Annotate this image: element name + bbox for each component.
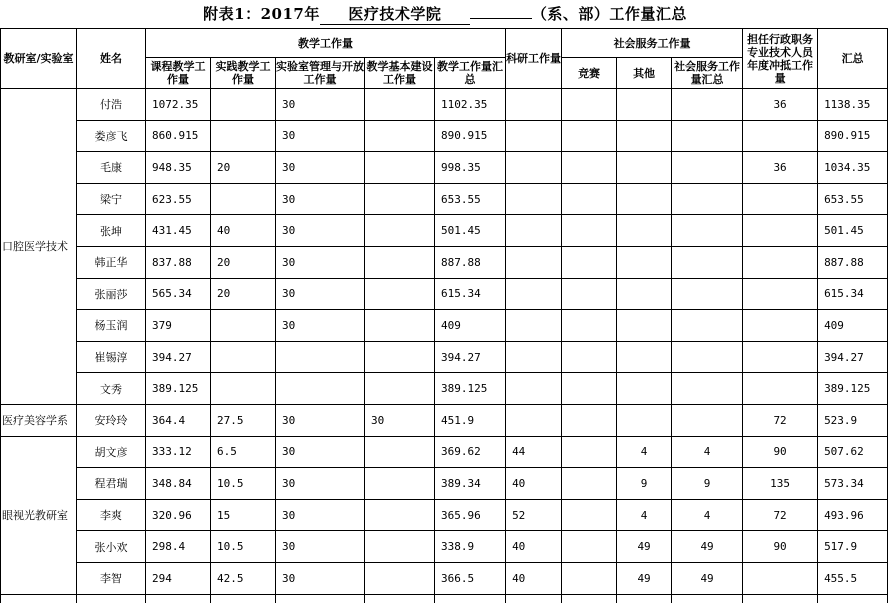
research-cell bbox=[506, 246, 562, 278]
research-cell bbox=[506, 404, 562, 436]
practice-cell: 15 bbox=[211, 499, 276, 531]
competition-cell bbox=[562, 215, 617, 247]
social-sum-cell bbox=[672, 373, 743, 405]
course-cell: 837.88 bbox=[146, 246, 211, 278]
practice-cell: 20 bbox=[211, 246, 276, 278]
header-teach-sum: 教学工作量汇总 bbox=[435, 58, 506, 89]
basic-cell bbox=[365, 341, 435, 373]
practice-cell: 6.5 bbox=[211, 436, 276, 468]
header-teaching-group: 教学工作量 bbox=[146, 29, 506, 58]
research-cell: 40 bbox=[506, 468, 562, 500]
table-row bbox=[1, 278, 888, 310]
name-cell: 杨玉润 bbox=[77, 310, 146, 342]
name-cell: 毛康 bbox=[77, 152, 146, 184]
course-cell: 333.12 bbox=[146, 436, 211, 468]
lab-cell: 30 bbox=[276, 436, 365, 468]
research-cell bbox=[506, 278, 562, 310]
header-course: 课程教学工作量 bbox=[146, 58, 211, 89]
practice-cell bbox=[211, 183, 276, 215]
competition-cell bbox=[562, 436, 617, 468]
total-cell: 455.5 bbox=[818, 562, 888, 594]
basic-cell bbox=[365, 183, 435, 215]
teach-sum-cell: 890.915 bbox=[435, 120, 506, 152]
lab-cell bbox=[276, 373, 365, 405]
other-cell bbox=[617, 89, 672, 121]
other-cell bbox=[617, 278, 672, 310]
social-sum-cell bbox=[672, 310, 743, 342]
lab-cell: 30 bbox=[276, 278, 365, 310]
course-cell: 294 bbox=[146, 562, 211, 594]
empty-cell bbox=[743, 594, 818, 603]
teach-sum-cell: 615.34 bbox=[435, 278, 506, 310]
social-sum-cell bbox=[672, 246, 743, 278]
social-sum-cell bbox=[672, 404, 743, 436]
table-body bbox=[1, 89, 888, 603]
lab-cell: 30 bbox=[276, 215, 365, 247]
name-cell: 文秀 bbox=[77, 373, 146, 405]
table-row bbox=[1, 562, 888, 594]
other-cell: 4 bbox=[617, 436, 672, 468]
social-sum-cell: 4 bbox=[672, 436, 743, 468]
total-cell: 409 bbox=[818, 310, 888, 342]
admin-cell: 72 bbox=[743, 404, 818, 436]
competition-cell bbox=[562, 89, 617, 121]
table-row bbox=[1, 246, 888, 278]
admin-cell bbox=[743, 562, 818, 594]
course-cell: 948.35 bbox=[146, 152, 211, 184]
basic-cell bbox=[365, 499, 435, 531]
research-cell bbox=[506, 310, 562, 342]
header-competition: 竞赛 bbox=[562, 58, 617, 89]
other-cell: 49 bbox=[617, 531, 672, 563]
name-cell: 韩正华 bbox=[77, 246, 146, 278]
name-cell: 崔锡淳 bbox=[77, 341, 146, 373]
workload-table bbox=[0, 28, 888, 603]
header-admin: 担任行政职务专业技术人员年度冲抵工作量 bbox=[743, 29, 818, 89]
name-cell: 李爽 bbox=[77, 499, 146, 531]
social-sum-cell: 49 bbox=[672, 562, 743, 594]
course-cell: 565.34 bbox=[146, 278, 211, 310]
basic-cell bbox=[365, 531, 435, 563]
name-cell: 胡文彦 bbox=[77, 436, 146, 468]
table-row bbox=[1, 183, 888, 215]
empty-cell bbox=[1, 594, 77, 603]
admin-cell: 90 bbox=[743, 436, 818, 468]
total-cell: 507.62 bbox=[818, 436, 888, 468]
practice-cell bbox=[211, 341, 276, 373]
teach-sum-cell: 365.96 bbox=[435, 499, 506, 531]
empty-cell bbox=[562, 594, 617, 603]
name-cell: 张坤 bbox=[77, 215, 146, 247]
admin-cell bbox=[743, 373, 818, 405]
practice-cell: 10.5 bbox=[211, 468, 276, 500]
lab-cell: 30 bbox=[276, 310, 365, 342]
practice-cell bbox=[211, 373, 276, 405]
lab-cell: 30 bbox=[276, 120, 365, 152]
total-cell: 615.34 bbox=[818, 278, 888, 310]
name-cell: 梁宁 bbox=[77, 183, 146, 215]
basic-cell bbox=[365, 120, 435, 152]
empty-cell bbox=[211, 594, 276, 603]
social-sum-cell bbox=[672, 215, 743, 247]
other-cell bbox=[617, 373, 672, 405]
lab-cell bbox=[276, 341, 365, 373]
competition-cell bbox=[562, 562, 617, 594]
empty-cell bbox=[365, 594, 435, 603]
table-row bbox=[1, 468, 888, 500]
basic-cell bbox=[365, 89, 435, 121]
competition-cell bbox=[562, 341, 617, 373]
title-prefix: 附表1：2017年 bbox=[203, 5, 320, 23]
table-row bbox=[1, 373, 888, 405]
empty-cell bbox=[617, 594, 672, 603]
admin-cell bbox=[743, 246, 818, 278]
social-sum-cell bbox=[672, 341, 743, 373]
admin-cell: 135 bbox=[743, 468, 818, 500]
research-cell bbox=[506, 152, 562, 184]
total-cell: 517.9 bbox=[818, 531, 888, 563]
header-practice: 实践教学工作量 bbox=[211, 58, 276, 89]
other-cell bbox=[617, 152, 672, 184]
basic-cell bbox=[365, 310, 435, 342]
admin-cell: 72 bbox=[743, 499, 818, 531]
research-cell bbox=[506, 183, 562, 215]
teach-sum-cell: 501.45 bbox=[435, 215, 506, 247]
teach-sum-cell: 653.55 bbox=[435, 183, 506, 215]
practice-cell: 20 bbox=[211, 152, 276, 184]
header-lab: 实验室管理与开放工作量 bbox=[276, 58, 365, 89]
header-other: 其他 bbox=[617, 58, 672, 89]
basic-cell bbox=[365, 468, 435, 500]
competition-cell bbox=[562, 404, 617, 436]
table-row bbox=[1, 89, 888, 121]
other-cell bbox=[617, 404, 672, 436]
total-cell: 1034.35 bbox=[818, 152, 888, 184]
admin-cell bbox=[743, 278, 818, 310]
lab-cell: 30 bbox=[276, 183, 365, 215]
practice-cell: 20 bbox=[211, 278, 276, 310]
header-unit: 教研室/实验室 bbox=[1, 29, 77, 89]
table-row bbox=[1, 499, 888, 531]
course-cell: 298.4 bbox=[146, 531, 211, 563]
basic-cell bbox=[365, 215, 435, 247]
practice-cell: 27.5 bbox=[211, 404, 276, 436]
other-cell bbox=[617, 120, 672, 152]
header-social-sum: 社会服务工作量汇总 bbox=[672, 58, 743, 89]
research-cell: 40 bbox=[506, 531, 562, 563]
competition-cell bbox=[562, 310, 617, 342]
practice-cell bbox=[211, 120, 276, 152]
admin-cell: 36 bbox=[743, 89, 818, 121]
table-row bbox=[1, 404, 888, 436]
total-cell: 887.88 bbox=[818, 246, 888, 278]
other-cell: 49 bbox=[617, 562, 672, 594]
competition-cell bbox=[562, 373, 617, 405]
competition-cell bbox=[562, 278, 617, 310]
basic-cell bbox=[365, 278, 435, 310]
course-cell: 364.4 bbox=[146, 404, 211, 436]
unit-cell: 眼视光教研室 bbox=[1, 436, 77, 594]
teach-sum-cell: 394.27 bbox=[435, 341, 506, 373]
name-cell: 安玲玲 bbox=[77, 404, 146, 436]
header-social-group: 社会服务工作量 bbox=[562, 29, 743, 58]
competition-cell bbox=[562, 499, 617, 531]
other-cell: 9 bbox=[617, 468, 672, 500]
basic-cell bbox=[365, 373, 435, 405]
name-cell: 付浩 bbox=[77, 89, 146, 121]
table-row bbox=[1, 120, 888, 152]
empty-cell bbox=[435, 594, 506, 603]
table-row bbox=[1, 341, 888, 373]
competition-cell bbox=[562, 531, 617, 563]
practice-cell bbox=[211, 310, 276, 342]
table-row bbox=[1, 215, 888, 247]
admin-cell: 90 bbox=[743, 531, 818, 563]
course-cell: 389.125 bbox=[146, 373, 211, 405]
header-name: 姓名 bbox=[77, 29, 146, 89]
basic-cell bbox=[365, 436, 435, 468]
course-cell: 320.96 bbox=[146, 499, 211, 531]
basic-cell bbox=[365, 152, 435, 184]
name-cell: 张小欢 bbox=[77, 531, 146, 563]
admin-cell bbox=[743, 183, 818, 215]
social-sum-cell bbox=[672, 183, 743, 215]
teach-sum-cell: 451.9 bbox=[435, 404, 506, 436]
social-sum-cell: 9 bbox=[672, 468, 743, 500]
competition-cell bbox=[562, 468, 617, 500]
empty-cell bbox=[77, 594, 146, 603]
social-sum-cell bbox=[672, 152, 743, 184]
lab-cell: 30 bbox=[276, 562, 365, 594]
lab-cell: 30 bbox=[276, 468, 365, 500]
teach-sum-cell: 369.62 bbox=[435, 436, 506, 468]
competition-cell bbox=[562, 120, 617, 152]
total-cell: 523.9 bbox=[818, 404, 888, 436]
title-college: 医疗技术学院 bbox=[320, 4, 470, 25]
social-sum-cell bbox=[672, 278, 743, 310]
lab-cell: 30 bbox=[276, 152, 365, 184]
empty-row bbox=[1, 594, 888, 603]
basic-cell bbox=[365, 562, 435, 594]
social-sum-cell bbox=[672, 120, 743, 152]
admin-cell bbox=[743, 341, 818, 373]
header-total: 汇总 bbox=[818, 29, 888, 89]
title-suffix: （系、部）工作量汇总 bbox=[531, 5, 687, 23]
header-research: 科研工作量 bbox=[506, 29, 562, 89]
name-cell: 娄彦飞 bbox=[77, 120, 146, 152]
teach-sum-cell: 338.9 bbox=[435, 531, 506, 563]
empty-cell bbox=[506, 594, 562, 603]
research-cell bbox=[506, 120, 562, 152]
teach-sum-cell: 887.88 bbox=[435, 246, 506, 278]
table-row bbox=[1, 531, 888, 563]
header-basic: 教学基本建设工作量 bbox=[365, 58, 435, 89]
page-title bbox=[0, 0, 890, 28]
practice-cell: 40 bbox=[211, 215, 276, 247]
admin-cell bbox=[743, 120, 818, 152]
lab-cell: 30 bbox=[276, 246, 365, 278]
total-cell: 493.96 bbox=[818, 499, 888, 531]
unit-cell: 医疗美容学系 bbox=[1, 404, 77, 436]
admin-cell bbox=[743, 310, 818, 342]
teach-sum-cell: 389.34 bbox=[435, 468, 506, 500]
research-cell: 44 bbox=[506, 436, 562, 468]
teach-sum-cell: 366.5 bbox=[435, 562, 506, 594]
practice-cell bbox=[211, 89, 276, 121]
social-sum-cell: 4 bbox=[672, 499, 743, 531]
table-row bbox=[1, 152, 888, 184]
competition-cell bbox=[562, 152, 617, 184]
course-cell: 1072.35 bbox=[146, 89, 211, 121]
research-cell bbox=[506, 373, 562, 405]
course-cell: 394.27 bbox=[146, 341, 211, 373]
lab-cell: 30 bbox=[276, 89, 365, 121]
other-cell bbox=[617, 246, 672, 278]
name-cell: 张丽莎 bbox=[77, 278, 146, 310]
competition-cell bbox=[562, 183, 617, 215]
empty-cell bbox=[276, 594, 365, 603]
research-cell bbox=[506, 215, 562, 247]
research-cell: 52 bbox=[506, 499, 562, 531]
lab-cell: 30 bbox=[276, 404, 365, 436]
empty-cell bbox=[146, 594, 211, 603]
table-row bbox=[1, 310, 888, 342]
basic-cell: 30 bbox=[365, 404, 435, 436]
teach-sum-cell: 409 bbox=[435, 310, 506, 342]
other-cell bbox=[617, 341, 672, 373]
lab-cell: 30 bbox=[276, 531, 365, 563]
course-cell: 348.84 bbox=[146, 468, 211, 500]
name-cell: 李智 bbox=[77, 562, 146, 594]
basic-cell bbox=[365, 246, 435, 278]
total-cell: 573.34 bbox=[818, 468, 888, 500]
total-cell: 653.55 bbox=[818, 183, 888, 215]
header-row-1 bbox=[1, 29, 888, 58]
course-cell: 860.915 bbox=[146, 120, 211, 152]
title-blank bbox=[470, 18, 532, 19]
other-cell bbox=[617, 310, 672, 342]
name-cell: 程君瑞 bbox=[77, 468, 146, 500]
practice-cell: 42.5 bbox=[211, 562, 276, 594]
other-cell: 4 bbox=[617, 499, 672, 531]
course-cell: 379 bbox=[146, 310, 211, 342]
other-cell bbox=[617, 215, 672, 247]
empty-cell bbox=[818, 594, 888, 603]
research-cell bbox=[506, 341, 562, 373]
teach-sum-cell: 998.35 bbox=[435, 152, 506, 184]
research-cell bbox=[506, 89, 562, 121]
total-cell: 394.27 bbox=[818, 341, 888, 373]
total-cell: 1138.35 bbox=[818, 89, 888, 121]
total-cell: 890.915 bbox=[818, 120, 888, 152]
research-cell: 40 bbox=[506, 562, 562, 594]
course-cell: 623.55 bbox=[146, 183, 211, 215]
empty-cell bbox=[672, 594, 743, 603]
unit-cell: 口腔医学技术 bbox=[1, 89, 77, 405]
teach-sum-cell: 1102.35 bbox=[435, 89, 506, 121]
teach-sum-cell: 389.125 bbox=[435, 373, 506, 405]
practice-cell: 10.5 bbox=[211, 531, 276, 563]
admin-cell: 36 bbox=[743, 152, 818, 184]
lab-cell: 30 bbox=[276, 499, 365, 531]
total-cell: 389.125 bbox=[818, 373, 888, 405]
total-cell: 501.45 bbox=[818, 215, 888, 247]
table-row bbox=[1, 436, 888, 468]
competition-cell bbox=[562, 246, 617, 278]
admin-cell bbox=[743, 215, 818, 247]
social-sum-cell: 49 bbox=[672, 531, 743, 563]
other-cell bbox=[617, 183, 672, 215]
course-cell: 431.45 bbox=[146, 215, 211, 247]
social-sum-cell bbox=[672, 89, 743, 121]
